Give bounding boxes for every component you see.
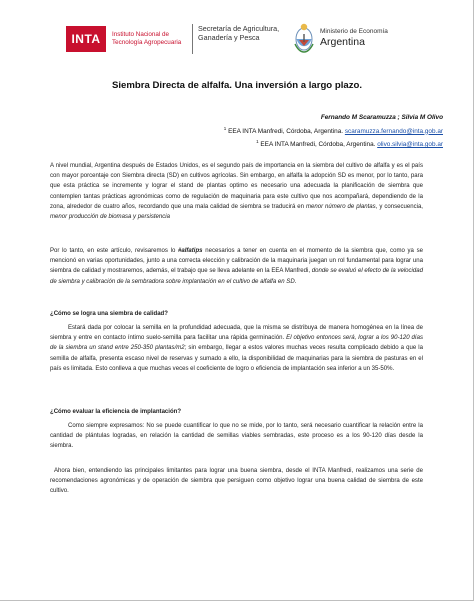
document-title: Siembra Directa de alfalfa. Una inversión a largo plazo. <box>111 80 363 91</box>
hashtag: #alfatips <box>178 248 203 254</box>
affiliation-2: $^1$ EEA INTA Manfredi, Córdoba, Argentina. olivo.silvia@inta.gob.ar <box>256 139 443 149</box>
ministerio-line1: Ministerio de Economía <box>320 28 388 35</box>
argentina-coat-of-arms-icon <box>293 22 315 54</box>
paragraph-4: Como siempre expresamos: No se puede cuantificar lo que no se mide, por lo tanto, será necesario cuantificar la relación entre la cantidad de plántulas logradas, en relación la cantidad de semillas viables sembradas, este proceso es a los 90-120 días desde la siembra. <box>50 423 423 450</box>
email-link-2[interactable]: olivo.silvia@inta.gob.ar <box>377 141 443 149</box>
paragraph-2: Por lo tanto, en este artículo, revisaremos lo #alfatips necesarios a tener en cuenta en el momento de la siembra que, como ya se mencionó en varias oportunidades, junto a una correcta elección y calibración de la maquinaria juegan un rol fundamental para lograr una siembra de calidad y mostraremos, además, el trabajo que se lleva adelante en la EEA Manfredi, donde se evaluó el efecto de la velocidad de siembra y calibración de la sembradora sobre implantación en el cultivo de alfalfa en SD. <box>50 248 423 285</box>
paragraph-5: Ahora bien, entendiendo las principales limitantes para lograr una buena siembra, desde el INTA Manfredi, realizamos una serie de recomendaciones agronómicas y de operación de siembra que persiguen como objetivo lograr una buena calidad de siembra de este cultivo. <box>50 468 423 495</box>
affiliation-2-text: EEA INTA Manfredi, Córdoba, Argentina. <box>260 141 376 149</box>
section-heading-1: ¿Cómo se logra una siembra de calidad? <box>50 311 168 317</box>
affiliation-1-text: EEA INTA Manfredi, Córdoba, Argentina. <box>228 127 344 135</box>
secretaria-line1: Secretaría de Agricultura, <box>198 24 280 33</box>
secretaria-logo <box>192 24 279 54</box>
ministerio-logo <box>293 22 388 54</box>
paragraph-1: A nivel mundial, Argentina después de Estados Unidos, es el segundo país de importancia en la siembra del cultivo de alfalfa y es el país con mayor porcentaje con Siembra directa (SD) en cultivos agrícolas. Sin embargo, en alfalfa la adopción SD es menor, por lo tanto, para que esta práctica se incremente y lograr el stand de plantas optimo es necesario una adecuada la planificación de siembra que contemplen tantas prácticas agronómicas como de regulación de maquinaria para este cultivo que nos acompañará, dependiendo de la zona, alrededor de cuatro años, recordando que una mala calidad de siembra se traducirá en menor número de plantas, y consecuencia, menor producción de biomasa y persistencia <box>50 163 423 221</box>
affiliation-1: $^1$ EEA INTA Manfredi, Córdoba, Argentina. scaramuzza.fernando@inta.gob.ar <box>223 125 443 135</box>
section-heading-2: ¿Cómo evaluar la eficiencia de implantación? <box>50 409 182 415</box>
divider <box>192 24 193 54</box>
author-names: Fernando M Scaramuzza ; Silvia M Olivo <box>320 114 443 121</box>
inta-name-line1: Instituto Nacional de <box>112 31 170 38</box>
inta-name-line2: Tecnología Agropecuaria <box>112 39 182 46</box>
inta-mark: INTA <box>66 26 106 52</box>
paragraph-3: Estará dada por colocar la semilla en la profundidad adecuada, que la misma se distribuya de manera homogénea en la línea de siembra y entre en contacto íntimo suelo-semilla para facilitar una rápida germinación. El objetivo entonces será, lograr a los 90-120 días de la siembra un stand entre 250-350 plantas/m2; sin embargo, llegar a estos valores muchas veces resulta complicado debido a que la semilla de alfalfa, presenta escaso nivel de reservas y sumado a ello, la disponibilidad de maquinarias para la siembra de pasturas en el país es limitada. Esto conlleva a que muchas veces el coeficiente de logro o eficiencia de implantación sea inferior a un 35-50%. <box>50 325 423 372</box>
authors-block <box>103 113 443 151</box>
ministerio-line2: Argentina <box>320 36 365 48</box>
secretaria-line2: Ganadería y Pesca <box>198 33 260 42</box>
email-link-1[interactable]: scaramuzza.fernando@inta.gob.ar <box>344 127 443 135</box>
header-logos <box>66 22 446 58</box>
inta-logo <box>66 26 181 52</box>
